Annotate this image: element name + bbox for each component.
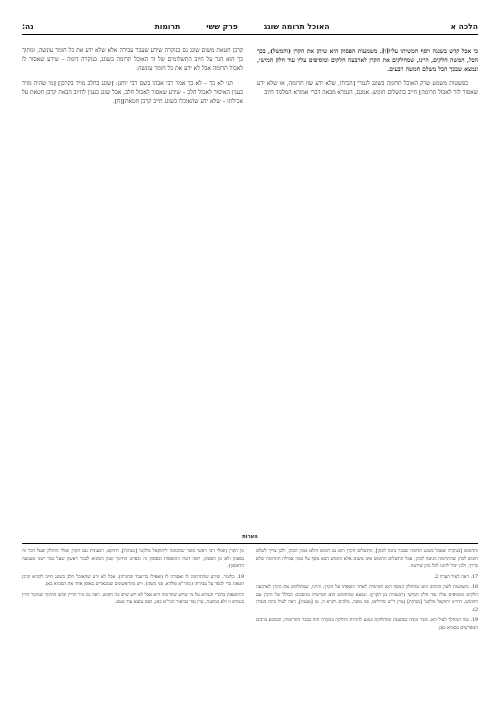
footnote: והתוספות בדברי הגמרא על מי שידע שתרומה היא אבל לא ידע שיש בה חומש, ראה גם נזיר הדיין וכתב החינוך שמקור הדין בגמרא זו ולא במשנה, עיין עוד בביאור הגר"א כאן, ושם נמצא עוד טעם. [22,592,244,606]
footnotes-divider [22,543,478,544]
footnote: 17. ראה לעיל הערה 2. [433,574,478,580]
footnotes-column-right [256,548,478,635]
paragraph: כי אכל קדש בשגגה ויסף חמשיתו עליו[ו]. משמעות הפסוק היא שיתן את הקרן (והמשל), בכך הכל, חמשה חלקים, היינו, שמחלקים את הקרן לארבעה חלקים ומוסיפים עליו עוד חלק חמישי, ונמצא שבכך הכל משלם חמשה רבעים. [257,48,478,74]
header-center [155,22,330,31]
paragraph: בפשטות משמע שרק האוכל תרומה בשוגג לגמרי [הכיחו, שלא ידע שזו תרומה, או שלא ידע שאסור לזר לאכול תרומה] חייב בתשלום חומש. אמנם, הגמרא מבאה דברי אמורא המלמד חיוב [257,80,478,96]
running-header [22,22,478,35]
paragraph: קרבן חטאת משום שוגג גם בנוקרה שידע שעבר עבירה אלא שלא ידע את כל חומר עונשה, ומתוך כך הוא הנר על חיוב התשלומים של זר האוכל תרומה בשוגג, בנוקרה דומה – שידע שאסור לו לאכול תרומה אבל לא ידע את כל חומר עונשה: [22,48,243,73]
footnote: 18. משמעות לשון הכתוב הוא שהחלק הנוסף הוא חמישית לאחר הוספתו על הקרן; והיינו, שמחלקים את הקרן לארבעה חלקים ומוסיפים עליו עוד חלק חמישי (רבעונית מן הקרן). ונמצא שהחומש הוא חמישית מהסכום הכולל של הקרן עם החומש, דהיינו יחוקאל מלקט' [מנחות] (עיין ר"ש סירליאו, פני משה, מלבים ויקרא ה, טז [טענת], ראה לעיל כחת הערה 2). [256,585,478,613]
column-right [257,47,478,447]
halacha-label: הלכה א [450,22,478,31]
paragraph: תני לא כך – לא כך אמר רבי אבהו בשם רבי יוחנן: [שוגג בחלב מויד בקרבן] [מי שהיה מזיד בענין האיסור לאכול חלב – שידע שאסור לאכול חלב, אבל שוגג בענין לחיוב הבאת קרבן חטאת על אכילתו – שלא ידע שהאוכלו בשוגג חייב קרבן חטאת][ח]. [22,80,243,106]
footnote: 19. כמו המהלך לעיל הא, וכבר מוכח שבשעת המחלוקת בנוגע להורות וחלוקה במקרה הזה בבכר התרומות, וכמובא ברבים המפרשים בסוגיא כאן. [256,618,478,631]
footnotes-title: הערות [242,534,258,540]
footnote: 19. כלומר, שידע שהתרומה לו ואסורה לו (ואפילו בדיעבד ובתורה), אבל לא ידע שהאוכל חלב בשוגג חייב להביא קרבן חטאת כדי לכפר על עבירתו (מהר"א פולדא, פני משה). ויש מהראשונים שמבארים באופן אחר את הסוגיא כאן. [22,574,244,588]
main-text [22,47,478,447]
footnotes-column-left [22,548,244,635]
column-left [22,47,243,447]
section-title: האוכל תרומה שוגג [263,22,330,31]
footnote: מן הקרן (ואולי רבי ראשי סובר שהכוונה ליחוקאל מלקט' [מנחות], ודווקא, רבעונית עם הקרן ואולי החולק שעל דבר זה בפסוק ולא מן הפסוק, ראה דעת התוספות ובפסוק זה ובפרט החינוך שמן הסוגיא לבכר ראשון שעל בכר ישני מטבעה הראשון). [22,549,244,570]
footnotes-section [22,534,478,698]
chapter-label: פרק ששי [206,22,238,31]
tractate-label: תרומות [154,22,181,31]
footnote: והחומש [בנוקרה שאכל בשוגג תרומה שבכר נתנה לכהן], התשלום הקרן הוא גם חומש וחלא ממון הכהן, ולכן צריך לשלם חומש לכהן שהתרומה הגיעה לכהן, אבל התשלום החומש אינו משום אלא החמש הבא נוסף על ממון אכילת התרומה שלא בדרך, ולכן יכול ליתנו לכל כהן שירצה. [256,549,478,570]
document-page [22,22,478,698]
page-number: נה: [22,22,34,31]
footnotes-columns [22,548,478,635]
